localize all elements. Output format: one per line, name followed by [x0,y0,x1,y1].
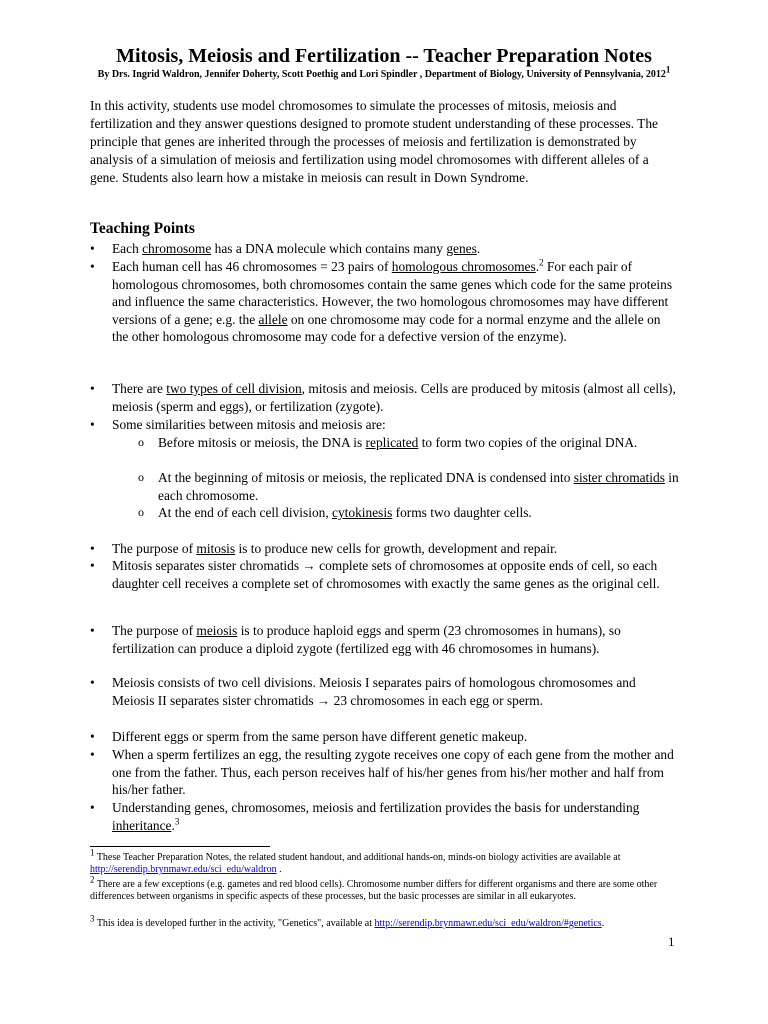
term-two-types-of-cell-division: two types of cell division [166,381,302,396]
intro-paragraph: In this activity, students use model chromosomes to simulate the processes of mitosis, meiosis and fertilization and they answer questions designed to promote student understanding of these processes. The principle that genes are inherited through the processes of meiosis and fertilization is demonstrated by analysis of a simulation of meiosis and fertilization using model chromosomes with different alleles of a gene. Students also learn how a mistake in meiosis can result in Down Syndrome. [90,98,658,185]
term-sister-chromatids: sister chromatids [573,470,665,485]
sub-bullet-marker: o [138,435,144,449]
footnote-divider [90,846,270,847]
byline: By Drs. Ingrid Waldron, Jennifer Doherty, Scott Poethig and Lori Spindler , Department of Biology, University of Pennsylvania, 2012$^1$ [97,64,671,80]
bullet-marker: • [90,747,95,762]
bullet-marker: • [90,259,95,274]
section-heading: Teaching Points [90,220,195,237]
term-allele: allele [258,311,288,327]
bullet-marker: • [90,675,95,690]
term-genes: genes [446,241,477,256]
bullet-marker: • [90,800,95,815]
footnote-3: $^3$ This idea is developed further in the activity, "Genetics", available at http://serendip.brynmawr.edu/sci_edu/waldron/#genetics. [90,913,605,929]
sub-bullet-marker: o [138,470,144,484]
list-item: • Understanding genes, chromosomes, meiosis and fertilization provides the basis for understanding inheritance.$^3$ [90,800,640,833]
list-item: • The purpose of meiosis is to produce haploid eggs and sperm (23 chromosomes in humans), so fertilization can produce a diploid zygote (fertilized egg with 46 chromosomes in humans). [90,623,621,656]
arrow-icon: → [302,558,316,573]
term-cytokinesis: cytokinesis [332,505,393,520]
footnote-ref-2[interactable]: 2 [539,257,544,268]
bullet-marker: • [90,241,95,256]
list-item: • The purpose of mitosis is to produce new cells for growth, development and repair. [90,541,558,556]
list-item: • There are two types of cell division, mitosis and meiosis. Cells are produced by mitosis (almost all cells), meiosis (sperm and eggs), or fertilization (zygote). [90,381,676,414]
sub-list-item: o Before mitosis or meiosis, the DNA is replicated to form two copies of the original DNA. [138,435,638,450]
footnote-ref-3[interactable]: 3 [174,816,180,827]
document-title: Mitosis, Meiosis and Fertilization -- Teacher Preparation Notes [116,45,652,67]
bullet-marker: • [90,541,95,556]
sub-list-item: o At the beginning of mitosis or meiosis, the replicated DNA is condensed into sister chromatids in each chromosome. [138,470,679,503]
term-homologous-chromosomes: homologous chromosomes [391,259,536,274]
term-replicated: replicated [365,435,419,450]
list-item: • Mitosis separates sister chromatids → complete sets of chromosomes at opposite ends of cell, so each daughter cell receives a complete set of chromosomes with exactly the same genes as the original cell. [90,558,660,591]
bullet-marker: • [90,381,95,396]
footnote-link-waldron[interactable]: http://serendip.brynmawr.edu/sci_edu/waldron [90,864,277,876]
bullet-marker: • [90,558,95,573]
footnote-2: $^2$ There are a few exceptions (e.g. gametes and red blood cells). Chromosome number differs for different organisms and there are some other differences between organisms in specific aspects of these processes, but the basic processes are similar in all eukaryotes. [90,874,658,903]
list-item: • Each human cell has 46 chromosomes = 23 pairs of homologous chromosomes.$^2$ For each pair of homologous chromosomes, both chromosomes contain the same genes which code for the same proteins and influence the same characteristics. However, the two homologous chromosomes may have different versions of a gene; e.g. the allele on one chromosome may code for a normal enzyme and the allele on the other homologous chromosome may code for a defective version of the enzyme). [90,257,673,345]
term-mitosis: mitosis [196,541,236,556]
term-meiosis: meiosis [196,623,238,638]
footnote-link-genetics[interactable]: http://serendip.brynmawr.edu/sci_edu/waldron/#genetics [374,918,602,929]
bullet-marker: • [90,729,95,744]
bullet-marker: • [90,623,95,638]
list-item: • Different eggs or sperm from the same person have different genetic makeup. [90,729,528,744]
list-item: • When a sperm fertilizes an egg, the resulting zygote receives one copy of each gene from the mother and one from the father. Thus, each person receives half of his/her genes from his/her mother and half from his/her father. [90,747,674,798]
term-inheritance: inheritance [112,817,172,833]
list-item: • Each chromosome has a DNA molecule which contains many genes. [90,241,481,256]
sub-list-item: o At the end of each cell division, cytokinesis forms two daughter cells. [138,505,532,520]
page-number: 1 [668,934,675,949]
footnote-1: $^1$ These Teacher Preparation Notes, the related student handout, and additional hands-on, minds-on biology activities are available at http://serendip.brynmawr.edu/sci_edu/waldron . [90,847,621,876]
sub-bullet-marker: o [138,505,144,519]
list-item: • Some similarities between mitosis and meiosis are: [90,417,386,432]
bullet-marker: • [90,417,95,432]
arrow-icon: → [316,692,331,708]
term-chromosome: chromosome [142,241,212,256]
list-item: • Meiosis consists of two cell divisions. Meiosis I separates pairs of homologous chromosomes and Meiosis II separates sister chromatids → 23 chromosomes in each egg or sperm. [90,675,636,708]
